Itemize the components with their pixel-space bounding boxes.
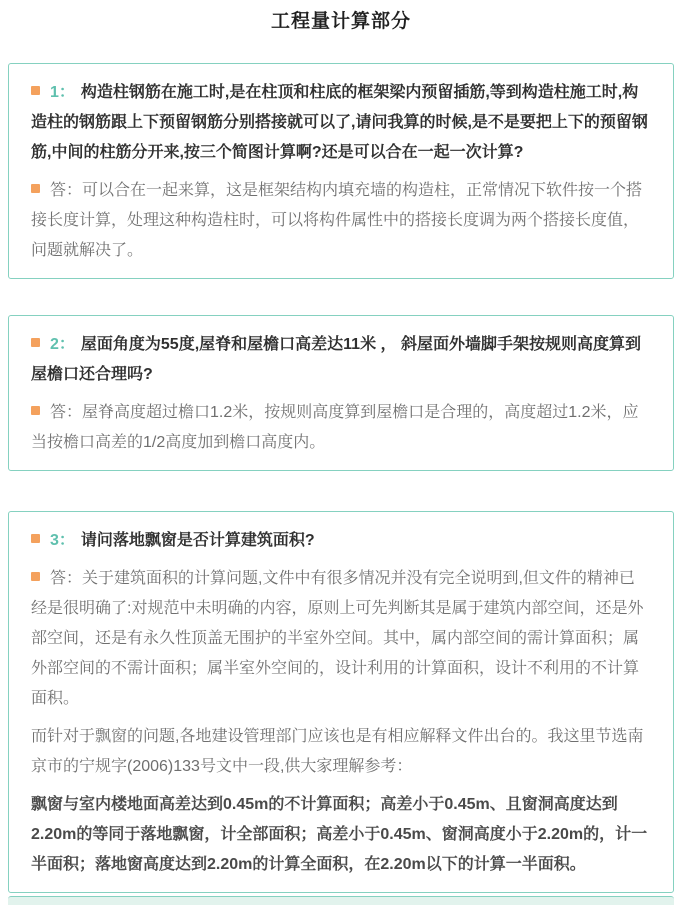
question-2-number: 2：	[50, 336, 75, 353]
bullet-square-icon	[31, 184, 40, 193]
qa-box-1	[8, 63, 674, 279]
answer-3-text-3: 飘窗与室内楼地面高差达到0.45m的不计算面积；高差小于0.45m、且窗洞高度达到2.20m的等同于落地飘窗，计全部面积；高差小于0.45m、窗洞高度小于2.20m的，计一半面积；落地窗高度达到2.20m的计算全面积，在2.20m以下的计算一半面积。	[31, 796, 648, 873]
qa-box-3	[8, 511, 674, 893]
question-1-text: 构造柱钢筋在施工时,是在柱顶和柱底的框架梁内预留插筋,等到构造柱施工时,构造柱的钢筋跟上下预留钢筋分别搭接就可以了,请问我算的时候,是不是要把上下的预留钢筋,中间的柱筋分开来,按三个简图计算啊?还是可以合在一起一次计算?	[31, 84, 648, 161]
question-2	[31, 330, 649, 390]
bullet-square-icon	[31, 338, 40, 347]
answer-2	[31, 398, 649, 458]
qa-box-2	[8, 315, 674, 471]
answer-1-text: 答：可以合在一起来算，这是框架结构内填充墙的构造柱，正常情况下软件按一个搭接长度计算，处理这种构造柱时，可以将构件属性中的搭接长度调为两个搭接长度值，问题就解决了。	[31, 182, 643, 259]
answer-3-paragraph-2	[31, 722, 649, 782]
next-section-strip	[8, 896, 674, 905]
question-3-number: 3：	[50, 532, 75, 549]
bullet-square-icon	[31, 86, 40, 95]
bullet-square-icon	[31, 406, 40, 415]
question-1-number: 1：	[50, 84, 75, 101]
bullet-square-icon	[31, 534, 40, 543]
answer-3-text-2: 而针对于飘窗的问题,各地建设管理部门应该也是有相应解释文件出台的。我这里节选南京市的宁规字(2006)133号文中一段,供大家理解参考：	[31, 728, 644, 775]
question-1	[31, 78, 649, 168]
answer-3-paragraph-1	[31, 564, 649, 714]
bullet-square-icon	[31, 572, 40, 581]
question-3	[31, 526, 649, 556]
answer-3-paragraph-3	[31, 790, 649, 880]
answer-1	[31, 176, 649, 266]
answer-3-text-1: 答：关于建筑面积的计算问题,文件中有很多情况并没有完全说明到,但文件的精神已经是很明确了:对规范中未明确的内容，原则上可先判断其是属于建筑内部空间，还是外部空间，还是有永久性顶盖无围护的半室外空间。其中，属内部空间的需计算面积；属外部空间的不需计面积；属半室外空间的，设计利用的计算面积，设计不利用的不计算面积。	[31, 570, 644, 707]
answer-2-text: 答：屋脊高度超过檐口1.2米，按规则高度算到屋檐口是合理的，高度超过1.2米，应当按檐口高差的1/2高度加到檐口高度内。	[31, 404, 639, 451]
page-title: 工程量计算部分	[270, 11, 411, 32]
question-3-text: 请问落地飘窗是否计算建筑面积?	[80, 532, 315, 549]
question-2-text: 屋面角度为55度,屋脊和屋檐口高差达11米 ， 斜屋面外墙脚手架按规则高度算到屋檐口还合理吗?	[31, 336, 641, 383]
